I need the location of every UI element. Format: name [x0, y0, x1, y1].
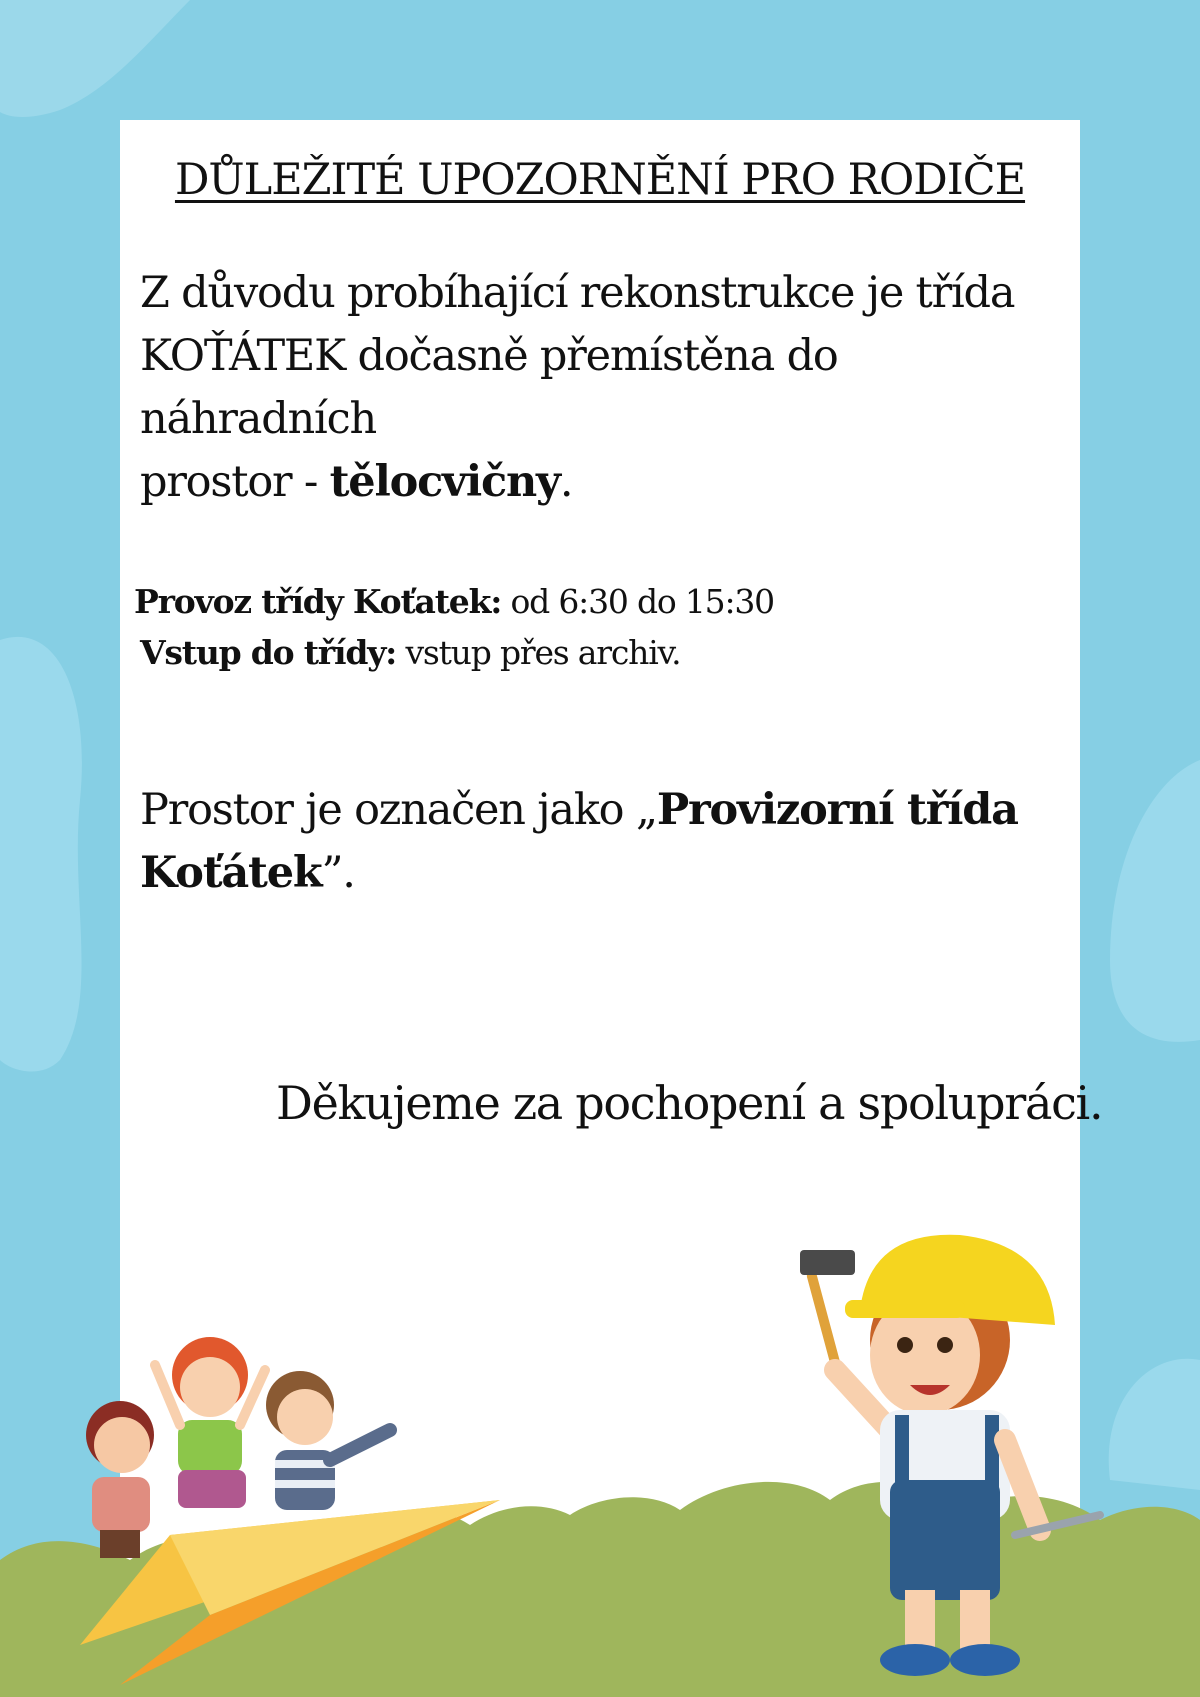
notice-title: DŮLEŽITÉ UPOZORNĚNÍ PRO RODIČE: [174, 155, 1026, 205]
class-info: [134, 576, 1034, 678]
entrance-line: [134, 627, 1034, 678]
sign-name-1: Provizorní třída: [656, 785, 1018, 835]
sign-suffix: ”.: [321, 848, 355, 898]
hours-value: od 6:30 do 15:30: [501, 582, 774, 621]
sign-paragraph: [140, 779, 1070, 905]
intro-paragraph: [140, 262, 1070, 514]
intro-line-3: [140, 451, 1070, 514]
sign-line-1: [140, 779, 1070, 842]
sign-prefix: Prostor je označen jako „: [140, 785, 657, 835]
intro-line-1: Z důvodu probíhající rekonstrukce je třída: [140, 268, 1015, 318]
sign-name-2: Koťátek: [140, 848, 322, 898]
class-name: KOŤÁTEK: [140, 331, 346, 381]
intro-line-2: [140, 325, 1070, 451]
intro-line-3-end: .: [559, 457, 573, 507]
builder-boy-illustration: [800, 1230, 1120, 1690]
hours-label: Provoz třídy Koťatek:: [134, 582, 502, 621]
sign-line-2: [140, 842, 1070, 905]
thanks-text: Děkujeme za pochopení a spolupráci.: [276, 1076, 1103, 1130]
intro-line-2-rest: dočasně přemístěna do náhradních: [140, 331, 838, 444]
entrance-label: Vstup do třídy:: [140, 633, 397, 672]
entrance-value: vstup přes archiv.: [396, 633, 681, 672]
hours-line: [134, 576, 1034, 627]
kids-on-plane-illustration: [60, 1325, 510, 1685]
location-name: tělocvičny: [329, 457, 560, 507]
intro-line-3-start: prostor -: [140, 457, 330, 507]
